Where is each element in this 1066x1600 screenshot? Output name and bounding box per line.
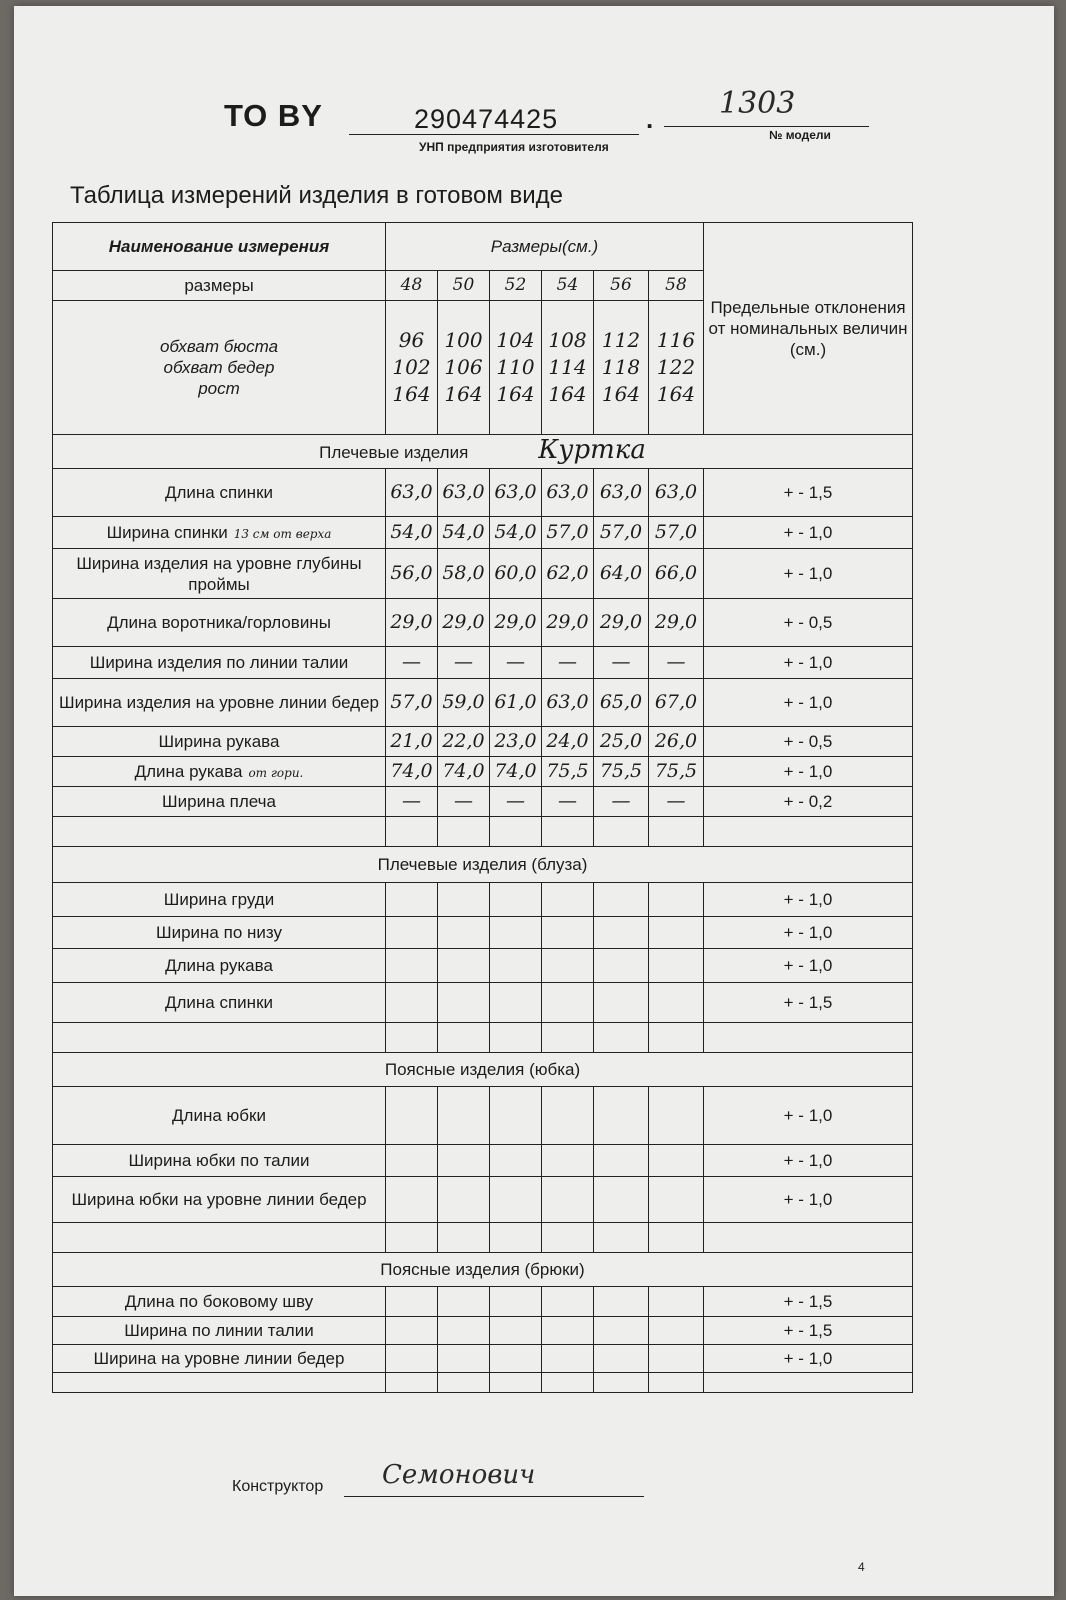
table-row bbox=[53, 599, 913, 647]
value-cell bbox=[649, 1345, 704, 1373]
value-cell: 29,0 bbox=[649, 599, 704, 647]
value-cell: 75,5 bbox=[542, 757, 594, 787]
size-58-measurements bbox=[649, 301, 704, 435]
blank-cell bbox=[594, 817, 649, 847]
value-cell bbox=[386, 1345, 438, 1373]
measurement-name bbox=[53, 1177, 386, 1223]
value-cell: 75,5 bbox=[594, 757, 649, 787]
table-row bbox=[53, 469, 913, 517]
bust-value: 104 bbox=[496, 328, 535, 352]
page-title: Таблица измерений изделия в готовом виде bbox=[70, 182, 564, 209]
value-cell bbox=[438, 1087, 490, 1145]
value-cell bbox=[542, 1145, 594, 1177]
tolerance-cell: + - 0,5 bbox=[704, 599, 913, 647]
value-cell: 57,0 bbox=[542, 517, 594, 549]
measurement-name-text: Ширина на уровне линии бедер bbox=[93, 1349, 345, 1368]
table-row bbox=[53, 787, 913, 817]
model-number: 1303 bbox=[719, 86, 796, 121]
blank-cell bbox=[490, 1023, 542, 1053]
value-cell bbox=[490, 983, 542, 1023]
value-cell bbox=[594, 1317, 649, 1345]
value-cell: 23,0 bbox=[490, 727, 542, 757]
measurement-name-text: Ширина по линии талии bbox=[124, 1321, 314, 1340]
measurement-name bbox=[53, 1087, 386, 1145]
value-cell bbox=[490, 1145, 542, 1177]
tolerance-cell: + - 1,0 bbox=[704, 517, 913, 549]
value-cell bbox=[594, 1345, 649, 1373]
blank-cell bbox=[438, 1373, 490, 1393]
blank-cell bbox=[53, 817, 386, 847]
measurement-name bbox=[53, 727, 386, 757]
table-row bbox=[53, 949, 913, 983]
value-cell: 74,0 bbox=[386, 757, 438, 787]
value-cell bbox=[594, 983, 649, 1023]
measurement-name bbox=[53, 549, 386, 599]
value-cell bbox=[386, 1317, 438, 1345]
value-cell bbox=[490, 917, 542, 949]
blank-row bbox=[53, 1023, 913, 1053]
blank-cell bbox=[594, 1373, 649, 1393]
document-header bbox=[224, 86, 884, 162]
constructor-signature: Семонович bbox=[382, 1460, 536, 1490]
measurement-name-text: Ширина изделия по линии талии bbox=[89, 653, 349, 672]
section-title-text: Поясные изделия (юбка) bbox=[384, 1060, 581, 1079]
measurement-table bbox=[52, 222, 913, 1393]
height-value: 164 bbox=[601, 382, 641, 406]
body-measurement-labels bbox=[53, 301, 386, 435]
header-separator: . bbox=[646, 104, 654, 134]
value-cell: 63,0 bbox=[438, 469, 490, 517]
height-value: 164 bbox=[656, 382, 696, 406]
value-cell bbox=[490, 1345, 542, 1373]
blank-cell bbox=[386, 1373, 438, 1393]
value-cell bbox=[490, 1087, 542, 1145]
blank-cell bbox=[438, 1223, 490, 1253]
measurement-name bbox=[53, 1345, 386, 1373]
value-cell bbox=[438, 949, 490, 983]
value-cell: 63,0 bbox=[649, 469, 704, 517]
measurement-name-text: Ширина плеча bbox=[162, 792, 276, 811]
height-value: 164 bbox=[496, 382, 535, 406]
value-cell: — bbox=[542, 647, 594, 679]
section-title bbox=[53, 1053, 913, 1087]
size-54: 54 bbox=[542, 271, 594, 301]
value-cell bbox=[386, 1177, 438, 1223]
blank-cell bbox=[704, 817, 913, 847]
tolerance-cell: + - 1,0 bbox=[704, 1177, 913, 1223]
value-cell: 29,0 bbox=[438, 599, 490, 647]
measurement-name-text: Длина спинки bbox=[164, 483, 274, 502]
value-cell bbox=[594, 1177, 649, 1223]
size-50-measurements bbox=[438, 301, 490, 435]
value-cell bbox=[542, 949, 594, 983]
blank-cell bbox=[53, 1023, 386, 1053]
header-sizes: Размеры(см.) bbox=[386, 223, 704, 271]
blank-cell bbox=[53, 1373, 386, 1393]
value-cell: — bbox=[594, 787, 649, 817]
value-cell bbox=[386, 1145, 438, 1177]
page-number: 4 bbox=[858, 1560, 865, 1574]
tolerance-cell: + - 1,0 bbox=[704, 1145, 913, 1177]
size-52-measurements bbox=[490, 301, 542, 435]
value-cell: 66,0 bbox=[649, 549, 704, 599]
value-cell: 62,0 bbox=[542, 549, 594, 599]
value-cell bbox=[649, 949, 704, 983]
value-cell: 56,0 bbox=[386, 549, 438, 599]
blank-cell bbox=[490, 1373, 542, 1393]
handwritten-note: от гори. bbox=[248, 765, 304, 780]
blank-cell bbox=[542, 817, 594, 847]
value-cell: 24,0 bbox=[542, 727, 594, 757]
value-cell bbox=[542, 1345, 594, 1373]
measurement-name-text: Длина рукава bbox=[134, 762, 243, 781]
bust-value: 112 bbox=[601, 328, 641, 352]
section-header-row bbox=[53, 1253, 913, 1287]
section-header-row bbox=[53, 435, 913, 469]
height-value: 164 bbox=[548, 382, 587, 406]
header-tolerance: Предельные отклонения от номинальных величин (см.) bbox=[704, 223, 913, 435]
value-cell bbox=[438, 1177, 490, 1223]
hips-value: 118 bbox=[601, 355, 641, 379]
measurement-name-text: Ширина изделия на уровне линии бедер bbox=[58, 693, 380, 712]
value-cell: 25,0 bbox=[594, 727, 649, 757]
value-cell: 63,0 bbox=[386, 469, 438, 517]
table-row bbox=[53, 883, 913, 917]
section-title-text: Плечевые изделия bbox=[319, 443, 469, 462]
tolerance-cell: + - 1,0 bbox=[704, 647, 913, 679]
bust-value: 108 bbox=[548, 328, 587, 352]
hips-value: 114 bbox=[548, 355, 587, 379]
value-cell: — bbox=[594, 647, 649, 679]
value-cell bbox=[438, 1287, 490, 1317]
blank-cell bbox=[438, 817, 490, 847]
height-label: рост bbox=[198, 379, 240, 398]
blank-cell bbox=[53, 1223, 386, 1253]
blank-cell bbox=[649, 817, 704, 847]
measurement-name-text: Длина рукава bbox=[165, 956, 273, 975]
blank-cell bbox=[386, 1023, 438, 1053]
value-cell: 21,0 bbox=[386, 727, 438, 757]
section-title bbox=[53, 435, 913, 469]
table-row bbox=[53, 983, 913, 1023]
hips-value: 110 bbox=[496, 355, 535, 379]
measurement-name-text: Ширина груди bbox=[163, 890, 275, 909]
blank-row bbox=[53, 817, 913, 847]
value-cell bbox=[542, 1177, 594, 1223]
value-cell bbox=[386, 883, 438, 917]
value-cell bbox=[438, 1145, 490, 1177]
blank-cell bbox=[649, 1223, 704, 1253]
value-cell: 63,0 bbox=[594, 469, 649, 517]
value-cell: — bbox=[386, 647, 438, 679]
tolerance-cell: + - 0,2 bbox=[704, 787, 913, 817]
blank-cell bbox=[649, 1373, 704, 1393]
blank-cell bbox=[704, 1223, 913, 1253]
value-cell bbox=[649, 983, 704, 1023]
tolerance-cell: + - 1,0 bbox=[704, 679, 913, 727]
constructor-label: Конструктор bbox=[232, 1478, 324, 1495]
table-row bbox=[53, 1087, 913, 1145]
value-cell bbox=[649, 883, 704, 917]
measurement-name bbox=[53, 647, 386, 679]
tolerance-cell: + - 1,5 bbox=[704, 1317, 913, 1345]
value-cell bbox=[649, 1087, 704, 1145]
value-cell: 54,0 bbox=[490, 517, 542, 549]
measurement-name bbox=[53, 787, 386, 817]
hips-value: 102 bbox=[392, 355, 431, 379]
table-row bbox=[53, 1145, 913, 1177]
value-cell: 54,0 bbox=[386, 517, 438, 549]
measurement-name bbox=[53, 599, 386, 647]
blank-cell bbox=[542, 1023, 594, 1053]
value-cell: 63,0 bbox=[542, 679, 594, 727]
value-cell: — bbox=[438, 647, 490, 679]
value-cell: — bbox=[438, 787, 490, 817]
measurement-name bbox=[53, 949, 386, 983]
table-row bbox=[53, 647, 913, 679]
blank-row bbox=[53, 1373, 913, 1393]
blank-cell bbox=[542, 1223, 594, 1253]
table-row bbox=[53, 917, 913, 949]
handwritten-note: 13 см от верха bbox=[233, 526, 332, 541]
measurement-name bbox=[53, 1317, 386, 1345]
measurement-name-text: Длина по боковому шву bbox=[124, 1292, 314, 1311]
size-56-measurements bbox=[594, 301, 649, 435]
tolerance-cell: + - 1,0 bbox=[704, 1345, 913, 1373]
section-header-row bbox=[53, 1053, 913, 1087]
value-cell bbox=[649, 1287, 704, 1317]
bust-label: обхват бюста bbox=[159, 337, 279, 356]
tolerance-cell: + - 1,5 bbox=[704, 983, 913, 1023]
measurement-name-text: Длина спинки bbox=[164, 993, 274, 1012]
value-cell: 74,0 bbox=[490, 757, 542, 787]
bust-value: 100 bbox=[444, 328, 483, 352]
blank-cell bbox=[649, 1023, 704, 1053]
value-cell bbox=[490, 1177, 542, 1223]
section-title bbox=[53, 1253, 913, 1287]
value-cell bbox=[386, 1287, 438, 1317]
hips-label: обхват бедер bbox=[163, 358, 275, 377]
height-value: 164 bbox=[392, 382, 431, 406]
garment-type-note: Куртка bbox=[538, 435, 646, 465]
measurement-name bbox=[53, 469, 386, 517]
table-row bbox=[53, 517, 913, 549]
tolerance-cell: + - 1,5 bbox=[704, 469, 913, 517]
value-cell bbox=[438, 883, 490, 917]
value-cell bbox=[490, 883, 542, 917]
section-title bbox=[53, 847, 913, 883]
bust-value: 96 bbox=[398, 328, 425, 352]
value-cell: 29,0 bbox=[386, 599, 438, 647]
table-row bbox=[53, 549, 913, 599]
value-cell: 65,0 bbox=[594, 679, 649, 727]
value-cell bbox=[490, 949, 542, 983]
value-cell bbox=[386, 917, 438, 949]
measurement-name-text: Длина юбки bbox=[172, 1106, 266, 1125]
measurement-name bbox=[53, 883, 386, 917]
value-cell bbox=[649, 1317, 704, 1345]
size-48-measurements bbox=[386, 301, 438, 435]
value-cell bbox=[594, 1145, 649, 1177]
tolerance-cell: + - 1,0 bbox=[704, 757, 913, 787]
value-cell: 29,0 bbox=[542, 599, 594, 647]
value-cell bbox=[438, 1317, 490, 1345]
size-48: 48 bbox=[386, 271, 438, 301]
value-cell bbox=[542, 983, 594, 1023]
blank-cell bbox=[386, 1223, 438, 1253]
measurement-name-text: Ширина юбки на уровне линии бедер bbox=[71, 1190, 367, 1209]
value-cell bbox=[386, 949, 438, 983]
blank-cell bbox=[704, 1023, 913, 1053]
measurement-name bbox=[53, 1145, 386, 1177]
unp-number: 290474425 bbox=[414, 104, 559, 134]
table-row bbox=[53, 727, 913, 757]
unp-caption: УНП предприятия изготовителя bbox=[419, 140, 609, 154]
value-cell: 26,0 bbox=[649, 727, 704, 757]
section-header-row bbox=[53, 847, 913, 883]
value-cell: 57,0 bbox=[594, 517, 649, 549]
value-cell bbox=[386, 1087, 438, 1145]
model-underline bbox=[664, 126, 869, 127]
measurement-name-text: Ширина юбки по талии bbox=[128, 1151, 310, 1170]
constructor-signature-block bbox=[232, 1460, 652, 1506]
blank-cell bbox=[704, 1373, 913, 1393]
value-cell: — bbox=[386, 787, 438, 817]
blank-cell bbox=[386, 817, 438, 847]
measurement-name bbox=[53, 1287, 386, 1317]
measurement-name bbox=[53, 517, 386, 549]
value-cell bbox=[542, 1087, 594, 1145]
bust-value: 116 bbox=[656, 328, 696, 352]
model-caption: № модели bbox=[769, 128, 831, 142]
value-cell: 57,0 bbox=[386, 679, 438, 727]
standard-prefix: ТО BY bbox=[224, 98, 323, 133]
value-cell: 61,0 bbox=[490, 679, 542, 727]
value-cell: — bbox=[649, 647, 704, 679]
signature-line bbox=[344, 1496, 644, 1497]
value-cell: 63,0 bbox=[542, 469, 594, 517]
size-54-measurements bbox=[542, 301, 594, 435]
value-cell bbox=[542, 883, 594, 917]
header-measure-name: Наименование измерения bbox=[53, 223, 386, 271]
size-58: 58 bbox=[649, 271, 704, 301]
table-row bbox=[53, 1177, 913, 1223]
value-cell: — bbox=[542, 787, 594, 817]
measurement-name bbox=[53, 983, 386, 1023]
value-cell: 54,0 bbox=[438, 517, 490, 549]
value-cell: 29,0 bbox=[594, 599, 649, 647]
size-56: 56 bbox=[594, 271, 649, 301]
table-row bbox=[53, 679, 913, 727]
value-cell: 67,0 bbox=[649, 679, 704, 727]
section-title-text: Плечевые изделия (блуза) bbox=[377, 855, 588, 874]
table-row bbox=[53, 1317, 913, 1345]
value-cell: 60,0 bbox=[490, 549, 542, 599]
measurement-name-text: Ширина изделия на уровне глубины проймы bbox=[76, 553, 362, 594]
blank-cell bbox=[542, 1373, 594, 1393]
value-cell bbox=[542, 917, 594, 949]
blank-cell bbox=[594, 1223, 649, 1253]
value-cell bbox=[594, 917, 649, 949]
measurement-name-text: Ширина по низу bbox=[156, 923, 282, 942]
value-cell bbox=[649, 1145, 704, 1177]
blank-cell bbox=[438, 1023, 490, 1053]
value-cell: 59,0 bbox=[438, 679, 490, 727]
value-cell bbox=[594, 949, 649, 983]
table-row bbox=[53, 1287, 913, 1317]
value-cell bbox=[594, 883, 649, 917]
value-cell bbox=[594, 1287, 649, 1317]
table-row bbox=[53, 757, 913, 787]
value-cell bbox=[490, 1317, 542, 1345]
table-row bbox=[53, 1345, 913, 1373]
tolerance-cell: + - 1,0 bbox=[704, 917, 913, 949]
value-cell: 57,0 bbox=[649, 517, 704, 549]
value-cell bbox=[386, 983, 438, 1023]
hips-value: 106 bbox=[444, 355, 483, 379]
size-52: 52 bbox=[490, 271, 542, 301]
measurement-name bbox=[53, 757, 386, 787]
tolerance-cell: + - 1,0 bbox=[704, 1087, 913, 1145]
value-cell bbox=[594, 1087, 649, 1145]
tolerance-cell: + - 0,5 bbox=[704, 727, 913, 757]
measurement-name-text: Длина воротника/горловины bbox=[107, 613, 331, 632]
value-cell bbox=[649, 1177, 704, 1223]
value-cell: 22,0 bbox=[438, 727, 490, 757]
value-cell: 58,0 bbox=[438, 549, 490, 599]
value-cell: 29,0 bbox=[490, 599, 542, 647]
measurement-name bbox=[53, 917, 386, 949]
size-50: 50 bbox=[438, 271, 490, 301]
tolerance-cell: + - 1,0 bbox=[704, 883, 913, 917]
tolerance-cell: + - 1,0 bbox=[704, 549, 913, 599]
blank-cell bbox=[490, 817, 542, 847]
value-cell bbox=[438, 1345, 490, 1373]
value-cell bbox=[542, 1317, 594, 1345]
value-cell bbox=[438, 983, 490, 1023]
height-value: 164 bbox=[444, 382, 483, 406]
tolerance-cell: + - 1,5 bbox=[704, 1287, 913, 1317]
value-cell: — bbox=[490, 787, 542, 817]
blank-cell bbox=[490, 1223, 542, 1253]
value-cell: — bbox=[490, 647, 542, 679]
section-title-text: Поясные изделия (брюки) bbox=[380, 1260, 585, 1279]
value-cell bbox=[438, 917, 490, 949]
sizes-label: размеры bbox=[53, 271, 386, 301]
value-cell bbox=[649, 917, 704, 949]
value-cell: 74,0 bbox=[438, 757, 490, 787]
value-cell bbox=[542, 1287, 594, 1317]
measurement-name bbox=[53, 679, 386, 727]
value-cell bbox=[490, 1287, 542, 1317]
measurement-name-text: Ширина рукава bbox=[158, 732, 280, 751]
value-cell: 75,5 bbox=[649, 757, 704, 787]
blank-row bbox=[53, 1223, 913, 1253]
tolerance-cell: + - 1,0 bbox=[704, 949, 913, 983]
blank-cell bbox=[594, 1023, 649, 1053]
measurement-name-text: Ширина спинки bbox=[106, 523, 228, 542]
hips-value: 122 bbox=[656, 355, 696, 379]
value-cell: 64,0 bbox=[594, 549, 649, 599]
value-cell: — bbox=[649, 787, 704, 817]
value-cell: 63,0 bbox=[490, 469, 542, 517]
